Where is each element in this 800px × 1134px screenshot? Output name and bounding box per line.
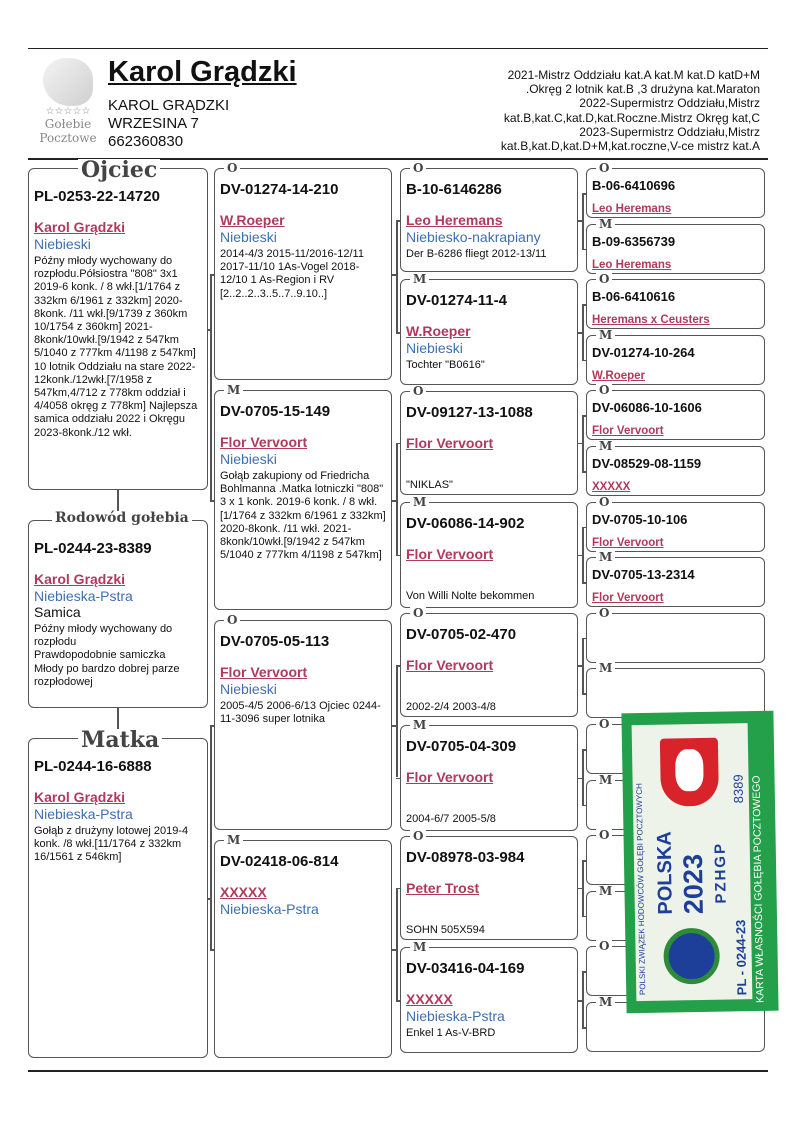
- ancestor-card[interactable]: [586, 335, 765, 385]
- connector-line: [582, 527, 586, 529]
- pigeon-notes: Gołąb zakupiony od Friedricha Bohlmanna .Matka lotniczki "808" 3 x 1 konk. 2019-6 konk. / 8 wkł.[1/1764 z 332km 6/1961 z 332km] 2020-8konk. /11 wkł. 2021-8konk/10wkł.[9/1942 z 547km 5/1040 z 777km 4/1198 z 547km]: [220, 470, 386, 562]
- pigeon-notes: Der B-6286 fliegt 2012-13/11: [406, 248, 547, 260]
- ring-number: B-09-6356739: [592, 233, 676, 249]
- pigeon-notes: Późny młody wychowany do rozpłodu Prawdopodobnie samiczka Młody po bardzo dobrej parze rozpłodowej: [34, 623, 180, 688]
- sex-label: M: [596, 218, 615, 230]
- connector-line: [396, 220, 398, 332]
- breeder-name: W.Roeper: [406, 323, 471, 340]
- pigeon-card-ojciec[interactable]: [28, 168, 208, 490]
- ring-number: DV-06086-14-902: [406, 514, 525, 532]
- connector-line: [396, 778, 400, 780]
- breeder-name: Karol Grądzki: [34, 789, 126, 805]
- sex-label: M: [596, 885, 615, 897]
- ancestor-card[interactable]: [400, 725, 578, 831]
- breeder-name: XXXXX: [220, 884, 267, 900]
- ancestor-card[interactable]: [586, 613, 765, 663]
- connector-line: [582, 193, 586, 195]
- ancestor-card[interactable]: [400, 279, 578, 385]
- sex-label: Matka: [78, 729, 162, 751]
- pigeon-notes: Tochter "B0616": [406, 359, 485, 372]
- sex-label: O: [596, 162, 612, 174]
- logo-text: Gołebie: [44, 117, 92, 131]
- ring-number: DV-0705-02-470: [406, 626, 517, 644]
- breeder-name: Flor Vervoort: [592, 536, 664, 549]
- ring-number: PL-0253-22-14720: [34, 188, 160, 205]
- ancestor-card[interactable]: [400, 613, 578, 717]
- ring-number: DV-01274-11-4: [406, 292, 507, 310]
- connector-line: [396, 888, 400, 890]
- pigeon-notes: "NIKLAS": [406, 478, 453, 491]
- ring-number: DV-08529-08-1159: [592, 456, 702, 471]
- breeder-name: Heremans x Ceusters: [592, 314, 710, 327]
- sex-label: M: [410, 941, 429, 953]
- card-number: 8389: [730, 774, 746, 804]
- ring-number: B-06-6410696: [592, 178, 676, 193]
- pigeon-notes: 2004-6/7 2005-5/8: [406, 812, 496, 825]
- connector-line: [582, 805, 586, 807]
- connector-line: [582, 749, 586, 751]
- sex-label: O: [596, 718, 612, 730]
- ancestor-card[interactable]: [586, 224, 765, 274]
- sex-label: Ojciec: [78, 159, 160, 181]
- sex-label: M: [224, 384, 243, 396]
- achievements: [501, 68, 760, 153]
- connector-line: [582, 304, 584, 360]
- connector-line: [210, 725, 214, 727]
- breeder-name: Leo Heremans: [592, 258, 672, 271]
- ancestor-card[interactable]: [400, 391, 578, 495]
- ancestor-card[interactable]: [586, 502, 765, 552]
- connector-line: [396, 443, 400, 445]
- logo-stars: ☆☆☆☆☆: [45, 106, 91, 117]
- pigeon-color: Niebiesko-nakrapiany: [406, 229, 541, 245]
- sex-label: O: [410, 830, 426, 842]
- sex-label: O: [224, 162, 240, 174]
- pigeon-notes: Von Willi Nolte bekommen: [406, 589, 535, 602]
- pigeon-color: Niebieski: [220, 229, 277, 245]
- connector-line: [582, 638, 584, 694]
- sex-label: M: [596, 329, 615, 341]
- connector-line: [582, 971, 584, 1027]
- sex-label: O: [410, 607, 426, 619]
- owner-name: KAROL GRĄDZKI: [108, 97, 230, 114]
- ancestor-card[interactable]: [400, 502, 578, 608]
- pigeon-color: Niebieski: [34, 236, 91, 252]
- ring-number: DV-03416-04-169: [406, 960, 525, 978]
- achievement-line: 2023-Supermistrz Oddziału,Mistrz: [579, 124, 760, 139]
- breeder-name: XXXXX: [592, 481, 631, 493]
- connector-line: [582, 582, 586, 584]
- card-title: KARTA WŁASNOŚCI GOŁĘBIA POCZTOWEGO: [750, 775, 767, 1004]
- ring-number: DV-01274-14-210: [220, 181, 339, 198]
- breeder-name: Flor Vervoort: [220, 664, 308, 680]
- pigeon-notes: 2014-4/3 2015-11/2016-12/11 2017-11/10 1As-Vogel 2018-12/10 1 As-Region i RV [2..2..2..3..5..7..9.10..]: [220, 248, 364, 300]
- sex-label: M: [224, 834, 243, 846]
- connector-line: [210, 500, 214, 502]
- ring-number: DV-0705-10-106: [592, 511, 688, 527]
- connector-line: [582, 471, 586, 473]
- ancestor-card[interactable]: [400, 836, 578, 940]
- sex-label: M: [596, 440, 615, 452]
- sex-label: Rodowód gołebia: [52, 511, 192, 525]
- pigeon-color: Niebieska-Pstra: [220, 901, 319, 917]
- connector-line: [396, 332, 400, 334]
- breeder-name: Flor Vervoort: [220, 434, 308, 450]
- breeder-name: XXXXX: [406, 991, 453, 1008]
- connector-line: [396, 888, 398, 1000]
- connector-line: [396, 665, 400, 667]
- pigeon-notes: SOHN 505X594: [406, 923, 485, 936]
- connector-line: [582, 749, 584, 805]
- pigeon-notes: 2002-2/4 2003-4/8: [406, 701, 496, 714]
- ring-number: DV-0705-05-113: [220, 633, 330, 650]
- owner-phone: 662360830: [108, 133, 184, 150]
- pigeon-color: Niebieska-Pstra: [34, 806, 133, 822]
- sex-label: M: [596, 774, 615, 786]
- logo-text: Pocztowe: [39, 131, 97, 145]
- pzhgp-logo-icon: [663, 928, 720, 985]
- breeder-name: Karol Grądzki: [34, 571, 126, 587]
- logo: [30, 58, 106, 150]
- ring-number: DV-01274-10-264: [592, 344, 695, 360]
- pigeon-color: Niebieski: [406, 340, 463, 357]
- pigeon-card-rodowód-gołebia[interactable]: [28, 520, 208, 708]
- ancestor-card[interactable]: [214, 390, 392, 610]
- connector-line: [582, 249, 586, 251]
- ancestor-card[interactable]: [586, 168, 765, 218]
- ancestor-card[interactable]: [214, 840, 392, 1058]
- breeder-name: Flor Vervoort: [406, 545, 494, 562]
- pigeon-color: Niebieski: [220, 451, 277, 467]
- connector-line: [582, 415, 584, 471]
- achievement-line: kat.B,kat.D,kat.D+M,kat.roczne,V-ce mistrz kat.A: [500, 139, 760, 154]
- breeder-name: Flor Vervoort: [406, 768, 494, 785]
- sex-label: O: [410, 162, 426, 174]
- ring-number: DV-0705-13-2314: [592, 567, 695, 583]
- ring-number: B-06-6410616: [592, 289, 676, 305]
- connector-line: [582, 193, 584, 249]
- ring-number: DV-0705-15-149: [220, 403, 331, 420]
- pigeon-color: Niebieski: [220, 681, 277, 697]
- sex-label: M: [410, 496, 429, 508]
- ring-number: PL-0244-23-8389: [34, 540, 152, 557]
- connector-line: [396, 443, 398, 555]
- ancestor-card[interactable]: [214, 168, 392, 380]
- pigeon-notes: Enkel 1 As-V-BRD: [406, 1027, 496, 1040]
- connector-line: [582, 971, 586, 973]
- breeder-name: Flor Vervoort: [592, 425, 664, 438]
- breeder-name: Flor Vervoort: [406, 657, 494, 674]
- ancestor-card[interactable]: [586, 446, 765, 496]
- achievement-line: 2022-Supermistrz Oddziału,Mistrz: [579, 96, 760, 111]
- connector-line: [396, 220, 400, 222]
- pigeon-sex: Samica: [34, 604, 81, 620]
- card-face: [632, 723, 753, 1001]
- ownership-card: [621, 711, 778, 1014]
- sex-label: O: [410, 385, 426, 397]
- breeder-name: Karol Grądzki: [34, 219, 126, 235]
- ring-number: B-10-6146286: [406, 181, 502, 198]
- sex-label: O: [596, 607, 612, 619]
- sex-label: O: [596, 496, 612, 508]
- sex-label: M: [596, 662, 615, 674]
- top-divider: [28, 48, 768, 49]
- footer-divider: [28, 1070, 768, 1072]
- breeder-name: Leo Heremans: [592, 203, 672, 215]
- card-org: POLSKI ZWIĄZEK HODOWCÓW GOŁĘBI POCZTOWYCH: [634, 783, 648, 996]
- sex-label: M: [596, 551, 615, 563]
- connector-line: [582, 415, 586, 417]
- coat-of-arms-icon: [660, 738, 719, 807]
- breeder-name: Leo Heremans: [406, 212, 503, 228]
- breeder-name: W.Roeper: [220, 212, 285, 228]
- ancestor-card[interactable]: [400, 168, 578, 272]
- sex-label: M: [410, 719, 429, 731]
- pigeon-card-matka[interactable]: [28, 738, 208, 1058]
- ancestor-card[interactable]: [400, 947, 578, 1053]
- connector-line: [582, 860, 584, 916]
- connector-line: [582, 693, 586, 695]
- breeder-name: Flor Vervoort: [592, 592, 664, 605]
- owner-address: WRZESINA 7: [108, 115, 199, 132]
- ancestor-card[interactable]: [586, 390, 765, 440]
- sex-label: M: [596, 996, 615, 1008]
- ancestor-card[interactable]: [586, 279, 765, 329]
- breeder-name: Flor Vervoort: [406, 434, 494, 451]
- sex-label: O: [596, 829, 612, 841]
- ring-number: DV-02418-06-814: [220, 853, 339, 870]
- pigeon-color: Niebieska-Pstra: [406, 1008, 505, 1025]
- ring-number: DV-06086-10-1606: [592, 400, 702, 416]
- connector-line: [210, 274, 212, 500]
- achievement-line: .Okręg 2 lotnik kat.B ,3 drużyna kat.Maraton: [525, 82, 760, 97]
- card-year: 2023: [677, 853, 709, 915]
- connector-line: [582, 527, 584, 583]
- pigeon-color: Niebieska-Pstra: [34, 588, 133, 604]
- connector-line: [396, 555, 400, 557]
- sex-label: O: [596, 384, 612, 396]
- connector-line: [582, 916, 586, 918]
- sex-label: O: [596, 940, 612, 952]
- connector-line: [582, 638, 586, 640]
- connector-line: [210, 949, 214, 951]
- card-abbr: PZHGP: [711, 841, 730, 904]
- ring-number: DV-0705-04-309: [406, 737, 517, 755]
- card-country: POLSKA: [653, 831, 677, 915]
- achievement-line: 2021-Mistrz Oddziału kat.A kat.M kat.D katD+M: [507, 68, 760, 82]
- sex-label: O: [596, 273, 612, 285]
- connector-line: [210, 274, 214, 276]
- breeder-name: W.Roeper: [592, 369, 646, 382]
- ancestor-card[interactable]: [214, 620, 392, 830]
- achievement-line: kat.B,kat.C,kat.D,kat.Roczne.Mistrz Okręg kat,C: [503, 110, 760, 125]
- ring-number: DV-08978-03-984: [406, 848, 525, 866]
- page-title: Karol Grądzki: [108, 56, 297, 88]
- connector-line: [582, 1027, 586, 1029]
- pigeon-notes: Późny młody wychowany do rozpłodu.Półsiostra "808" 3x1 2019-6 konk. / 8 wkł.[1/1764 z 332km 6/1961 z 332km] 2020-8konk. /11 wkł.[9/1739 z 360km 10/1754 z 360km] 2021-8konk/10wkł.[9/1942 z 547km 5/1040 z 777km 4/1198 z 547km] 10 lotnik Oddziału na stare 2022-12konk./12wkł.[7/1958 z 547km,4/712 z 778km oddział i 4/4058 okręg z 778km] Najlepsza samica oddziału 2022 i Okręgu 2023-8konk./12 wkł.: [34, 255, 198, 439]
- sex-label: M: [410, 273, 429, 285]
- connector-line: [210, 725, 212, 949]
- ring-number: PL-0244-16-6888: [34, 758, 152, 775]
- card-ring-prefix: PL - 0244-23: [733, 919, 750, 996]
- sex-label: O: [224, 614, 240, 626]
- pigeon-notes: 2005-4/5 2006-6/13 Ojciec 0244-11-3096 super lotnika: [220, 700, 381, 726]
- connector-line: [396, 1000, 400, 1002]
- ring-number: DV-09127-13-1088: [406, 403, 533, 421]
- connector-line: [396, 665, 398, 777]
- connector-line: [582, 860, 586, 862]
- connector-line: [582, 304, 586, 306]
- breeder-name: Peter Trost: [406, 879, 480, 896]
- ancestor-card[interactable]: [586, 557, 765, 607]
- pigeon-head-icon: [43, 58, 93, 106]
- connector-line: [582, 360, 586, 362]
- pigeon-notes: Gołąb z drużyny lotowej 2019-4 konk. /8 wkł.[11/1764 z 332km 16/1561 z 546km]: [34, 825, 189, 864]
